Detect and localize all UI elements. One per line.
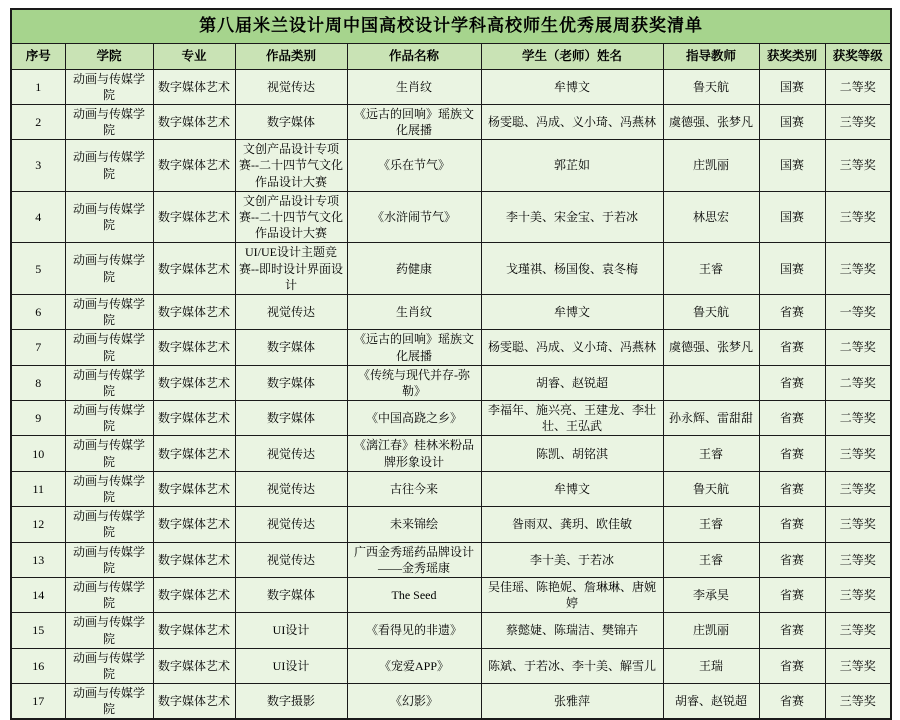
cell-award-category: 省赛 <box>759 542 825 577</box>
cell-student-names: 牟博文 <box>481 294 663 329</box>
cell-award-category: 省赛 <box>759 330 825 365</box>
column-header-award-level: 获奖等级 <box>825 43 891 69</box>
cell-student-names: 杨雯聪、冯成、义小琦、冯燕林 <box>481 330 663 365</box>
cell-major: 数字媒体艺术 <box>153 436 235 471</box>
award-table <box>10 8 892 720</box>
cell-college: 动画与传媒学院 <box>65 507 153 542</box>
cell-award-level: 三等奖 <box>825 140 891 192</box>
table-row <box>11 684 891 720</box>
cell-award-category: 国赛 <box>759 140 825 192</box>
cell-advisor: 虞德强、张梦凡 <box>663 104 759 139</box>
cell-advisor: 鲁天航 <box>663 294 759 329</box>
cell-award-level: 三等奖 <box>825 542 891 577</box>
cell-index: 17 <box>11 684 65 720</box>
cell-work-name: 《水浒闹节气》 <box>347 191 481 243</box>
cell-college: 动画与传媒学院 <box>65 294 153 329</box>
cell-index: 3 <box>11 140 65 192</box>
cell-award-category: 省赛 <box>759 294 825 329</box>
cell-major: 数字媒体艺术 <box>153 191 235 243</box>
cell-major: 数字媒体艺术 <box>153 507 235 542</box>
cell-work-category: 数字媒体 <box>235 365 347 400</box>
cell-major: 数字媒体艺术 <box>153 330 235 365</box>
cell-award-level: 三等奖 <box>825 436 891 471</box>
cell-index: 5 <box>11 243 65 295</box>
cell-college: 动画与传媒学院 <box>65 243 153 295</box>
cell-advisor: 王睿 <box>663 507 759 542</box>
cell-major: 数字媒体艺术 <box>153 365 235 400</box>
cell-award-level: 三等奖 <box>825 191 891 243</box>
cell-student-names: 戈瑾祺、杨国俊、袁冬梅 <box>481 243 663 295</box>
cell-work-category: 数字摄影 <box>235 684 347 720</box>
cell-student-names: 张雅萍 <box>481 684 663 720</box>
cell-major: 数字媒体艺术 <box>153 294 235 329</box>
cell-award-category: 省赛 <box>759 436 825 471</box>
column-header-student-names: 学生（老师）姓名 <box>481 43 663 69</box>
cell-work-name: 古往今来 <box>347 471 481 506</box>
cell-college: 动画与传媒学院 <box>65 365 153 400</box>
cell-award-level: 三等奖 <box>825 613 891 648</box>
table-row <box>11 104 891 139</box>
table-row <box>11 436 891 471</box>
cell-major: 数字媒体艺术 <box>153 471 235 506</box>
cell-major: 数字媒体艺术 <box>153 69 235 104</box>
cell-student-names: 李十美、于若冰 <box>481 542 663 577</box>
cell-college: 动画与传媒学院 <box>65 542 153 577</box>
cell-work-category: 数字媒体 <box>235 104 347 139</box>
cell-award-level: 三等奖 <box>825 648 891 683</box>
cell-work-category: 文创产品设计专项赛--二十四节气文化作品设计大赛 <box>235 191 347 243</box>
cell-student-names: 蔡懿婕、陈瑞洁、樊锦卉 <box>481 613 663 648</box>
cell-advisor: 胡睿、赵锐超 <box>663 684 759 720</box>
cell-work-category: 文创产品设计专项赛--二十四节气文化作品设计大赛 <box>235 140 347 192</box>
cell-work-category: UI设计 <box>235 613 347 648</box>
cell-index: 4 <box>11 191 65 243</box>
cell-work-category: 视觉传达 <box>235 471 347 506</box>
cell-award-category: 省赛 <box>759 401 825 436</box>
table-body <box>11 69 891 719</box>
cell-work-name: 《中国高跷之乡》 <box>347 401 481 436</box>
cell-major: 数字媒体艺术 <box>153 684 235 720</box>
cell-work-category: 数字媒体 <box>235 577 347 612</box>
column-header-major: 专业 <box>153 43 235 69</box>
cell-college: 动画与传媒学院 <box>65 436 153 471</box>
cell-index: 8 <box>11 365 65 400</box>
cell-index: 10 <box>11 436 65 471</box>
cell-index: 6 <box>11 294 65 329</box>
cell-advisor: 王瑞 <box>663 648 759 683</box>
cell-advisor: 鲁天航 <box>663 471 759 506</box>
cell-work-name: The Seed <box>347 577 481 612</box>
cell-award-category: 省赛 <box>759 471 825 506</box>
cell-advisor: 庄凯丽 <box>663 613 759 648</box>
cell-work-name: 《远古的回响》瑶族文化展播 <box>347 330 481 365</box>
cell-award-category: 省赛 <box>759 507 825 542</box>
cell-college: 动画与传媒学院 <box>65 140 153 192</box>
cell-work-name: 《漓江春》桂林米粉品牌形象设计 <box>347 436 481 471</box>
table-row <box>11 191 891 243</box>
cell-work-category: 数字媒体 <box>235 330 347 365</box>
cell-work-name: 《乐在节气》 <box>347 140 481 192</box>
cell-award-category: 国赛 <box>759 191 825 243</box>
cell-student-names: 牟博文 <box>481 69 663 104</box>
cell-index: 13 <box>11 542 65 577</box>
cell-advisor: 林思宏 <box>663 191 759 243</box>
cell-award-level: 二等奖 <box>825 330 891 365</box>
column-header-advisor: 指导教师 <box>663 43 759 69</box>
table-row <box>11 140 891 192</box>
cell-student-names: 吴佳瑶、陈艳妮、詹琳琳、唐婉婷 <box>481 577 663 612</box>
cell-advisor: 王睿 <box>663 243 759 295</box>
cell-advisor: 庄凯丽 <box>663 140 759 192</box>
table-row <box>11 69 891 104</box>
table-row <box>11 365 891 400</box>
cell-major: 数字媒体艺术 <box>153 140 235 192</box>
cell-index: 1 <box>11 69 65 104</box>
cell-student-names: 李十美、宋金宝、于若冰 <box>481 191 663 243</box>
header-row <box>11 43 891 69</box>
cell-student-names: 牟博文 <box>481 471 663 506</box>
cell-college: 动画与传媒学院 <box>65 613 153 648</box>
cell-index: 15 <box>11 613 65 648</box>
page-title: 第八届米兰设计周中国高校设计学科高校师生优秀展周获奖清单 <box>11 9 891 43</box>
cell-index: 2 <box>11 104 65 139</box>
cell-student-names: 杨雯聪、冯成、义小琦、冯燕林 <box>481 104 663 139</box>
cell-work-name: 《看得见的非遗》 <box>347 613 481 648</box>
cell-award-category: 国赛 <box>759 243 825 295</box>
cell-work-name: 生肖纹 <box>347 69 481 104</box>
cell-work-name: 生肖纹 <box>347 294 481 329</box>
cell-major: 数字媒体艺术 <box>153 104 235 139</box>
cell-award-category: 省赛 <box>759 577 825 612</box>
cell-award-level: 二等奖 <box>825 401 891 436</box>
table-row <box>11 294 891 329</box>
cell-student-names: 胡睿、赵锐超 <box>481 365 663 400</box>
cell-index: 11 <box>11 471 65 506</box>
cell-college: 动画与传媒学院 <box>65 104 153 139</box>
column-header-work-name: 作品名称 <box>347 43 481 69</box>
cell-work-category: UI/UE设计主题竞赛--即时设计界面设计 <box>235 243 347 295</box>
cell-index: 9 <box>11 401 65 436</box>
cell-work-name: 未来锦绘 <box>347 507 481 542</box>
table-row <box>11 471 891 506</box>
cell-advisor <box>663 365 759 400</box>
table-row <box>11 507 891 542</box>
cell-college: 动画与传媒学院 <box>65 684 153 720</box>
cell-student-names: 郭芷如 <box>481 140 663 192</box>
cell-college: 动画与传媒学院 <box>65 191 153 243</box>
cell-work-category: 视觉传达 <box>235 294 347 329</box>
table-row <box>11 577 891 612</box>
cell-college: 动画与传媒学院 <box>65 69 153 104</box>
cell-award-level: 三等奖 <box>825 577 891 612</box>
cell-index: 16 <box>11 648 65 683</box>
cell-work-name: 《宠爱APP》 <box>347 648 481 683</box>
cell-major: 数字媒体艺术 <box>153 542 235 577</box>
column-header-award-category: 获奖类别 <box>759 43 825 69</box>
cell-major: 数字媒体艺术 <box>153 401 235 436</box>
cell-award-level: 一等奖 <box>825 294 891 329</box>
cell-major: 数字媒体艺术 <box>153 243 235 295</box>
cell-college: 动画与传媒学院 <box>65 648 153 683</box>
cell-work-name: 药健康 <box>347 243 481 295</box>
table-row <box>11 648 891 683</box>
award-list-document <box>10 8 890 720</box>
cell-work-name: 《传统与现代并存-弥勒》 <box>347 365 481 400</box>
cell-work-name: 《远古的回响》瑶族文化展播 <box>347 104 481 139</box>
cell-major: 数字媒体艺术 <box>153 577 235 612</box>
cell-advisor: 虞德强、张梦凡 <box>663 330 759 365</box>
table-row <box>11 401 891 436</box>
cell-work-category: 视觉传达 <box>235 69 347 104</box>
cell-award-level: 三等奖 <box>825 243 891 295</box>
cell-work-name: 《幻影》 <box>347 684 481 720</box>
cell-award-category: 省赛 <box>759 365 825 400</box>
cell-major: 数字媒体艺术 <box>153 613 235 648</box>
cell-index: 14 <box>11 577 65 612</box>
column-header-college: 学院 <box>65 43 153 69</box>
cell-college: 动画与传媒学院 <box>65 471 153 506</box>
table-row <box>11 243 891 295</box>
cell-award-category: 国赛 <box>759 69 825 104</box>
cell-award-level: 二等奖 <box>825 69 891 104</box>
table-row <box>11 330 891 365</box>
cell-award-level: 二等奖 <box>825 365 891 400</box>
table-row <box>11 613 891 648</box>
cell-award-level: 三等奖 <box>825 507 891 542</box>
cell-student-names: 昝雨双、龚玥、欧佳敏 <box>481 507 663 542</box>
cell-work-category: 数字媒体 <box>235 401 347 436</box>
cell-work-category: 视觉传达 <box>235 542 347 577</box>
cell-college: 动画与传媒学院 <box>65 401 153 436</box>
table-row <box>11 542 891 577</box>
cell-student-names: 李福年、施兴亮、王建龙、李壮壮、王弘武 <box>481 401 663 436</box>
cell-index: 12 <box>11 507 65 542</box>
cell-award-level: 三等奖 <box>825 684 891 720</box>
cell-award-category: 省赛 <box>759 648 825 683</box>
cell-student-names: 陈斌、于若冰、李十美、解雪儿 <box>481 648 663 683</box>
cell-major: 数字媒体艺术 <box>153 648 235 683</box>
cell-advisor: 孙永辉、雷甜甜 <box>663 401 759 436</box>
cell-award-level: 三等奖 <box>825 104 891 139</box>
cell-index: 7 <box>11 330 65 365</box>
cell-award-category: 省赛 <box>759 684 825 720</box>
cell-college: 动画与传媒学院 <box>65 577 153 612</box>
cell-work-category: UI设计 <box>235 648 347 683</box>
cell-student-names: 陈凯、胡铭淇 <box>481 436 663 471</box>
cell-award-category: 国赛 <box>759 104 825 139</box>
cell-work-category: 视觉传达 <box>235 507 347 542</box>
column-header-work-category: 作品类别 <box>235 43 347 69</box>
cell-college: 动画与传媒学院 <box>65 330 153 365</box>
cell-advisor: 王睿 <box>663 436 759 471</box>
cell-award-category: 省赛 <box>759 613 825 648</box>
cell-work-name: 广西金秀瑶药品牌设计——金秀瑶康 <box>347 542 481 577</box>
column-header-index: 序号 <box>11 43 65 69</box>
title-row <box>11 9 891 43</box>
cell-advisor: 李承昊 <box>663 577 759 612</box>
cell-advisor: 鲁天航 <box>663 69 759 104</box>
cell-award-level: 三等奖 <box>825 471 891 506</box>
cell-advisor: 王睿 <box>663 542 759 577</box>
cell-work-category: 视觉传达 <box>235 436 347 471</box>
